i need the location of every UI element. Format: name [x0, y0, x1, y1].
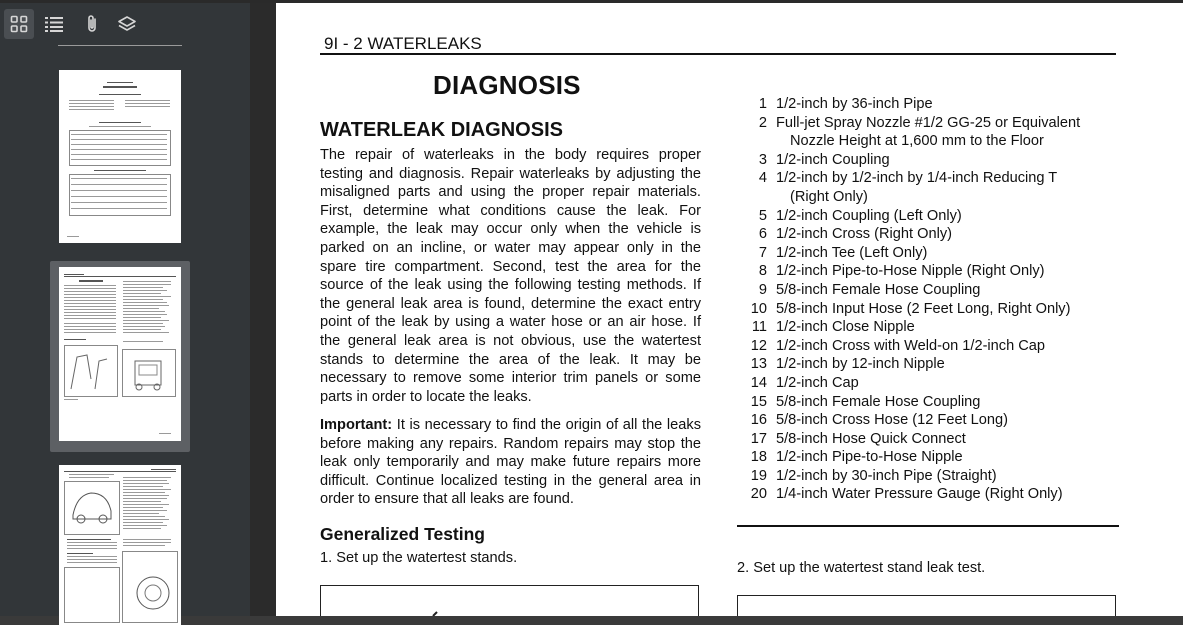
- intro-paragraph: The repair of waterleaks in the body requires proper testing and diagnosis. Repair waterleaks by adjusting the misaligned parts and using the proper repair materials. First, determine what conditions cause the leak. For example, the leak may occur only when the vehicle is parked on an incline, or water may appear only in the spare tire compartment. Second, test the area for the source of the leak using the following testing methods. If the general leak area is found, determine the exact entry point of the leak by using a water hose or an air hose. If the general leak area is not obvious, use the watertest stands to determine the area of the leak. It may be necessary to remove some interior trim panels or some parts in order to locate the leaks.: [320, 147, 701, 405]
- legend-number: 19: [750, 467, 767, 484]
- thumb-car-diagram-2: [67, 485, 115, 529]
- thumb-car-diagram: [125, 353, 171, 393]
- legend-item: [736, 374, 1156, 393]
- legend-item: [736, 467, 1156, 486]
- page-thumbnail-1[interactable]: [59, 70, 181, 243]
- step-2: 2. Set up the watertest stand leak test.: [737, 560, 986, 576]
- legend-text: 1/2-inch by 36-inch Pipe: [776, 96, 933, 112]
- attachments-tab[interactable]: [77, 9, 107, 39]
- legend-item: [736, 318, 1156, 337]
- important-label: Important:: [320, 417, 393, 433]
- legend-item: [736, 393, 1156, 412]
- legend-number: 20: [750, 486, 767, 503]
- legend-text: 1/2-inch by 1/2-inch by 1/4-inch Reducing T: [776, 170, 1058, 187]
- legend-text: 1/2-inch by 12-inch Nipple: [776, 356, 945, 373]
- legend-item: [736, 169, 1156, 206]
- legend-number: 13: [750, 356, 767, 373]
- legend-text: 1/2-inch Coupling: [776, 151, 890, 168]
- legend-number: 8: [758, 263, 767, 280]
- legend-text: 5/8-inch Cross Hose (12 Feet Long): [776, 412, 1008, 429]
- figure-1-frame: [320, 585, 699, 616]
- legend-text-continued: (Right Only): [790, 188, 868, 205]
- step-1: 1. Set up the watertest stands.: [320, 550, 518, 566]
- sidebar-tabs: [0, 3, 250, 45]
- legend-text-continued: Nozzle Height at 1,600 mm to the Floor: [790, 133, 1044, 150]
- page-thumbnail-2[interactable]: [59, 267, 181, 441]
- paperclip-icon: [84, 14, 100, 34]
- legend-text: 1/2-inch Pipe-to-Hose Nipple (Right Only): [776, 263, 1045, 280]
- legend-text: 1/2-inch Pipe-to-Hose Nipple: [776, 449, 963, 466]
- legend-text: Full-jet Spray Nozzle #1/2 GG-25 or Equivalent: [776, 114, 1081, 131]
- thumb-diagram: [67, 349, 113, 393]
- legend-item: [736, 225, 1156, 244]
- legend-text: 1/4-inch Water Pressure Gauge (Right Only): [776, 486, 1063, 503]
- legend-text: 1/2-inch Coupling (Left Only): [776, 207, 962, 224]
- legend-number: 1: [758, 96, 767, 112]
- legend-text: 1/2-inch Cap: [776, 374, 859, 391]
- legend-text: 1/2-inch Close Nipple: [776, 319, 915, 336]
- legend-number: 2: [758, 114, 767, 131]
- legend-text: 1/2-inch by 30-inch Pipe (Straight): [776, 467, 997, 484]
- viewer-gutter: [250, 3, 276, 616]
- sidebar-divider: [58, 45, 182, 46]
- legend-text: 5/8-inch Hose Quick Connect: [776, 430, 966, 447]
- legend-item: [736, 337, 1156, 356]
- thumbnail-sidebar: [0, 3, 250, 616]
- subsection-title: Generalized Testing: [320, 524, 485, 544]
- legend-number: 9: [758, 281, 767, 298]
- legend-item: [736, 448, 1156, 467]
- legend-item: [736, 262, 1156, 281]
- legend-text: 1/2-inch Cross (Right Only): [776, 226, 952, 243]
- legend-item: [736, 151, 1156, 170]
- legend-number: 7: [758, 244, 767, 261]
- legend-number: 5: [758, 207, 767, 224]
- important-paragraph: [320, 416, 701, 509]
- header-rule: [320, 53, 1116, 55]
- column-rule: [737, 525, 1119, 527]
- document-page: [276, 3, 1183, 616]
- important-text: It is necessary to find the origin of all the leaks before making any repairs. Random repairs may stop the leak only temporarily and may make future repairs more difficult. Continue localized testing in the general area in order to ensure that all leaks are found.: [320, 417, 701, 508]
- legend-item: [736, 95, 1156, 114]
- layers-icon: [117, 15, 137, 33]
- legend-number: 14: [750, 374, 767, 391]
- page-title: DIAGNOSIS: [433, 70, 581, 100]
- legend-text: 1/2-inch Cross with Weld-on 1/2-inch Cap: [776, 337, 1046, 354]
- section-title: WATERLEAK DIAGNOSIS: [320, 119, 563, 141]
- legend-item: [736, 207, 1156, 226]
- parts-legend: [736, 95, 1156, 504]
- legend-number: 17: [750, 430, 767, 447]
- list-icon: [44, 15, 64, 33]
- legend-number: 4: [758, 170, 767, 187]
- legend-number: 10: [750, 300, 767, 317]
- thumb-wheel-diagram: [125, 561, 173, 617]
- legend-item: [736, 244, 1156, 263]
- figure-2-frame: [737, 595, 1116, 616]
- legend-number: 18: [750, 449, 767, 466]
- legend-text: 1/2-inch Tee (Left Only): [776, 244, 928, 261]
- legend-item: [736, 281, 1156, 300]
- legend-item: [736, 300, 1156, 319]
- thumbnails-tab[interactable]: [4, 9, 34, 39]
- legend-number: 3: [758, 151, 767, 168]
- outline-tab[interactable]: [39, 9, 69, 39]
- legend-item: [736, 355, 1156, 374]
- grid-icon: [10, 15, 28, 33]
- legend-text: 5/8-inch Input Hose (2 Feet Long, Right Only): [776, 300, 1071, 317]
- page-header: 9I - 2 WATERLEAKS: [324, 34, 482, 53]
- legend-item: [736, 485, 1156, 504]
- figure-1-drawing: [321, 586, 698, 616]
- legend-number: 6: [758, 226, 767, 243]
- legend-number: 11: [751, 319, 767, 336]
- legend-item: [736, 411, 1156, 430]
- layers-tab[interactable]: [112, 9, 142, 39]
- legend-number: 15: [750, 393, 767, 410]
- legend-text: 5/8-inch Female Hose Coupling: [776, 393, 981, 410]
- legend-text: 5/8-inch Female Hose Coupling: [776, 281, 981, 298]
- legend-number: 16: [750, 412, 767, 429]
- legend-number: 12: [750, 337, 767, 354]
- legend-item: [736, 430, 1156, 449]
- legend-item: [736, 114, 1156, 151]
- page-thumbnail-3[interactable]: [59, 465, 181, 625]
